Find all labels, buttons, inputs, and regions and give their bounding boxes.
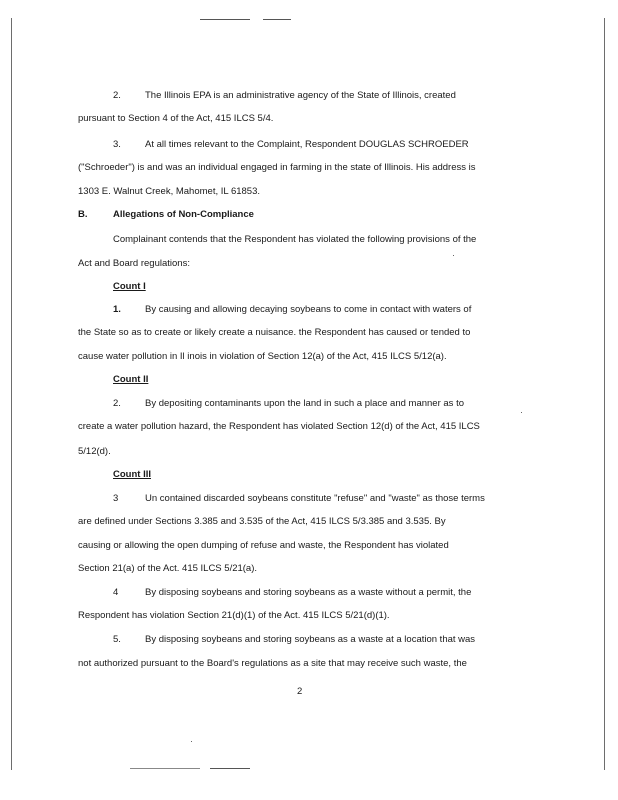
- paragraph-text: create a water pollution hazard, the Respondent has violated Section 12(d) of the Act, 415 ILCS: [78, 421, 480, 432]
- paragraph-text: ("Schroeder") is and was an individual engaged in farming in the state of Illinois. His address is: [78, 162, 476, 173]
- section-heading: Allegations of Non-Compliance: [113, 209, 254, 220]
- paragraph-text: By disposing soybeans and storing soybeans as a waste at a location that was: [145, 634, 476, 645]
- paragraph-number: 5.: [113, 634, 121, 645]
- page-number: 2: [297, 686, 303, 697]
- paragraph-number: 3.: [113, 139, 121, 150]
- paragraph-text: By causing and allowing decaying soybeans to come in contact with waters of: [145, 304, 472, 315]
- paragraph-text: causing or allowing the open dumping of refuse and waste, the Respondent has violated: [78, 540, 449, 551]
- count-heading: Count I: [113, 281, 146, 292]
- paragraph-text: Act and Board regulations:: [78, 258, 190, 269]
- paragraph-text: At all times relevant to the Complaint, Respondent DOUGLAS SCHROEDER: [145, 139, 469, 150]
- bottom-edge-mark: [130, 768, 200, 769]
- scan-speck: [453, 255, 454, 256]
- paragraph-text: The Illinois EPA is an administrative agency of the State of Illinois, created: [145, 90, 456, 101]
- paragraph-text: Section 21(a) of the Act. 415 ILCS 5/21(a).: [78, 563, 258, 574]
- paragraph-number: 4: [113, 587, 119, 598]
- paragraph-text: 1303 E. Walnut Creek, Mahomet, IL 61853.: [78, 186, 261, 197]
- paragraph-text: not authorized pursuant to the Board's regulations as a site that may receive such waste, the: [78, 658, 467, 669]
- bottom-edge-mark-2: [210, 768, 250, 769]
- paragraph-text: By disposing soybeans and storing soybeans as a waste without a permit, the: [145, 587, 472, 598]
- scan-speck: [521, 412, 522, 413]
- paragraph-number: 3: [113, 493, 119, 504]
- paragraph-number: 2.: [113, 398, 121, 409]
- top-edge-mark-2: [263, 19, 291, 20]
- paragraph-text: Respondent has violation Section 21(d)(1) of the Act. 415 ILCS 5/21(d)(1).: [78, 610, 390, 621]
- paragraph-text: Un contained discarded soybeans constitute "refuse" and "waste" as those terms: [145, 493, 485, 504]
- top-edge-mark: [200, 19, 250, 20]
- scan-speck: [191, 741, 192, 742]
- paragraph-text: pursuant to Section 4 of the Act, 415 ILCS 5/4.: [78, 113, 274, 124]
- count-heading: Count II: [113, 374, 149, 385]
- paragraph-text: Complainant contends that the Respondent has violated the following provisions of the: [113, 234, 477, 245]
- count-heading: Count III: [113, 469, 151, 480]
- paragraph-text: By depositing contaminants upon the land in such a place and manner as to: [145, 398, 464, 409]
- section-letter: B.: [78, 209, 88, 220]
- paragraph-number: 2.: [113, 90, 121, 101]
- paragraph-text: cause water pollution in Il inois in violation of Section 12(a) of the Act, 415 ILCS 5/12(a).: [78, 351, 447, 362]
- paragraph-text: 5/12(d).: [78, 446, 111, 457]
- paragraph-text: the State so as to create or likely create a nuisance. the Respondent has caused or tended to: [78, 327, 471, 338]
- paragraph-text: are defined under Sections 3.385 and 3.535 of the Act, 415 ILCS 5/3.385 and 3.535. By: [78, 516, 446, 527]
- paragraph-number: 1.: [113, 304, 121, 315]
